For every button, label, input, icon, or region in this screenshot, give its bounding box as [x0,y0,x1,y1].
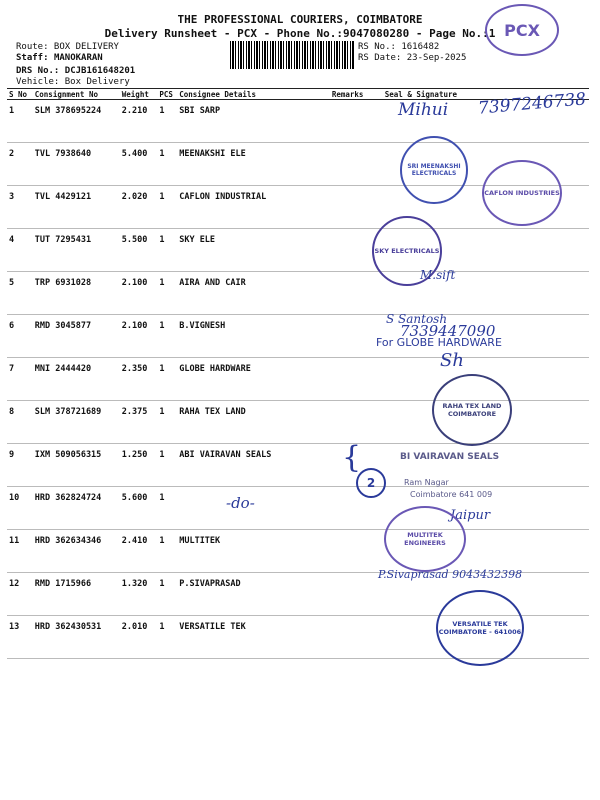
table-row [7,530,589,573]
row-consignment: HRD 362824724 [33,487,120,530]
row-sno: 2 [7,143,33,186]
circle-2-mark: 2 [356,468,386,498]
row-weight: 2.350 [120,358,158,401]
drs-label: DRS No.: [16,66,60,76]
row-remarks [330,315,383,358]
company-title: THE PROFESSIONAL COURIERS, COIMBATORE [177,13,423,26]
row-remarks [330,401,383,444]
row-pcs: 1 [157,616,177,659]
raha-stamp-name: RAHA TEX LAND [442,402,502,410]
row-consignee: MEENAKSHI ELE [177,143,330,186]
row-consignment: SLM 378695224 [33,100,120,143]
staff-info [16,53,103,64]
pcx-stamp: PCX [485,4,559,56]
table-row [7,229,589,272]
row-consignment: TUT 7295431 [33,229,120,272]
runsheet-subtitle: Delivery Runsheet - PCX - Phone No.:9047080280 - Page No.:1 [104,27,496,40]
table-row [7,444,589,487]
row-pcs: 1 [157,272,177,315]
rs-number: RS No.: 1616482 [358,42,440,52]
row-weight: 1.250 [120,444,158,487]
row-consignee: SKY ELE [177,229,330,272]
ditto-mark: -do- [226,494,255,512]
row-consignment: RMD 1715966 [33,573,120,616]
row-sno: 11 [7,530,33,573]
signature-7: Sh [440,350,464,371]
globe-print: For GLOBE HARDWARE [376,336,502,349]
row-weight: 2.210 [120,100,158,143]
sig6-name: S Santosh [386,312,448,326]
barcode [230,41,354,69]
row-sno: 7 [7,358,33,401]
drs-number: DCJB161648201 [64,66,136,76]
abi-stamp-line2: Ram Nagar [404,478,449,487]
sig6-phone: 7339447090 [400,322,496,340]
row-sno: 10 [7,487,33,530]
row-remarks [330,272,383,315]
row-sno: 3 [7,186,33,229]
signature-5: M.sift [420,268,456,282]
row-pcs: 1 [157,229,177,272]
row-remarks [330,186,383,229]
row-consignee: VERSATILE TEK [177,616,330,659]
caflon-stamp: CAFLON INDUSTRIES [482,160,562,226]
row-sno: 5 [7,272,33,315]
vehicle-info: Vehicle: Box Delivery [16,77,130,87]
row-pcs: 1 [157,401,177,444]
row-consignment: HRD 362430531 [33,616,120,659]
row-remarks [330,616,383,659]
versatile-stamp [436,590,524,666]
row-weight: 5.500 [120,229,158,272]
signature-1: Mihui [398,100,449,120]
rs-date: RS Date: 23-Sep-2025 [358,53,467,63]
row-consignment: RMD 3045877 [33,315,120,358]
row-sno: 8 [7,401,33,444]
row-pcs: 1 [157,444,177,487]
row-remarks [330,573,383,616]
row-pcs: 1 [157,573,177,616]
raha-stamp-city: COIMBATORE [447,410,497,418]
row-weight: 2.100 [120,315,158,358]
row-sno: 12 [7,573,33,616]
signature-10: Jaipur [450,508,491,523]
staff-name: MANOKARAN [53,53,103,63]
route-info: Route: BOX DELIVERY [16,42,119,52]
raha-stamp [432,374,512,446]
row-remarks [330,358,383,401]
row-remarks [330,100,383,143]
staff-label: Staff: [16,53,49,63]
row-pcs: 1 [157,530,177,573]
row-pcs: 1 [157,315,177,358]
row-consignment: IXM 509056315 [33,444,120,487]
row-weight: 1.320 [120,573,158,616]
row-sno: 6 [7,315,33,358]
versatile-stamp-name: VERSATILE TEK [452,620,508,628]
row-consignment: TVL 7938640 [33,143,120,186]
row-weight: 5.600 [120,487,158,530]
row-sno: 1 [7,100,33,143]
col-consignment: Consignment No [33,89,120,100]
meenakshi-stamp: SRI MEENAKSHI ELECTRICALS [400,136,468,204]
row-remarks [330,143,383,186]
row-sno: 4 [7,229,33,272]
row-consignment: TVL 4429121 [33,186,120,229]
sig1-phone: 7397246738 [477,89,587,119]
signature-12: P.Sivaprasad 9043432398 [378,568,523,581]
signature-9-hook: { [342,440,362,475]
col-seal: Seal & Signature [383,89,589,100]
row-consignee: GLOBE HARDWARE [177,358,330,401]
drs-info [16,66,135,77]
row-consignee: SBI SARP [177,100,330,143]
row-weight: 2.410 [120,530,158,573]
col-weight: Weight [120,89,158,100]
row-consignment: SLM 378721689 [33,401,120,444]
col-sno: S No [7,89,33,100]
row-weight: 5.400 [120,143,158,186]
col-consignee: Consignee Details [177,89,330,100]
sky-stamp: SKY ELECTRICALS [372,216,442,286]
row-pcs: 1 [157,358,177,401]
row-weight: 2.010 [120,616,158,659]
row-consignment: MNI 2444420 [33,358,120,401]
row-weight: 2.375 [120,401,158,444]
versatile-stamp-city: COIMBATORE - 641006 [438,628,522,636]
abi-stamp-line1: BI VAIRAVAN SEALS [400,452,500,462]
row-consignee: CAFLON INDUSTRIAL [177,186,330,229]
row-consignee: ABI VAIRAVAN SEALS [177,444,330,487]
row-weight: 2.020 [120,186,158,229]
row-sno: 9 [7,444,33,487]
row-weight: 2.100 [120,272,158,315]
row-consignee: B.VIGNESH [177,315,330,358]
row-pcs: 1 [157,100,177,143]
row-consignment: TRP 6931028 [33,272,120,315]
table-row [7,272,589,315]
multitek-stamp: MULTITEK ENGINEERS [384,506,466,572]
abi-stamp-line3: Coimbatore 641 009 [410,490,493,499]
row-pcs: 1 [157,186,177,229]
row-consignee: RAHA TEX LAND [177,401,330,444]
col-remarks: Remarks [330,89,383,100]
table-row [7,487,589,530]
row-consignment: HRD 362634346 [33,530,120,573]
row-consignee: AIRA AND CAIR [177,272,330,315]
row-sno: 13 [7,616,33,659]
row-remarks [330,530,383,573]
row-pcs: 1 [157,143,177,186]
col-pcs: PCS [157,89,177,100]
row-consignee: MULTITEK [177,530,330,573]
row-pcs: 1 [157,487,177,530]
row-consignee: P.SIVAPRASAD [177,573,330,616]
